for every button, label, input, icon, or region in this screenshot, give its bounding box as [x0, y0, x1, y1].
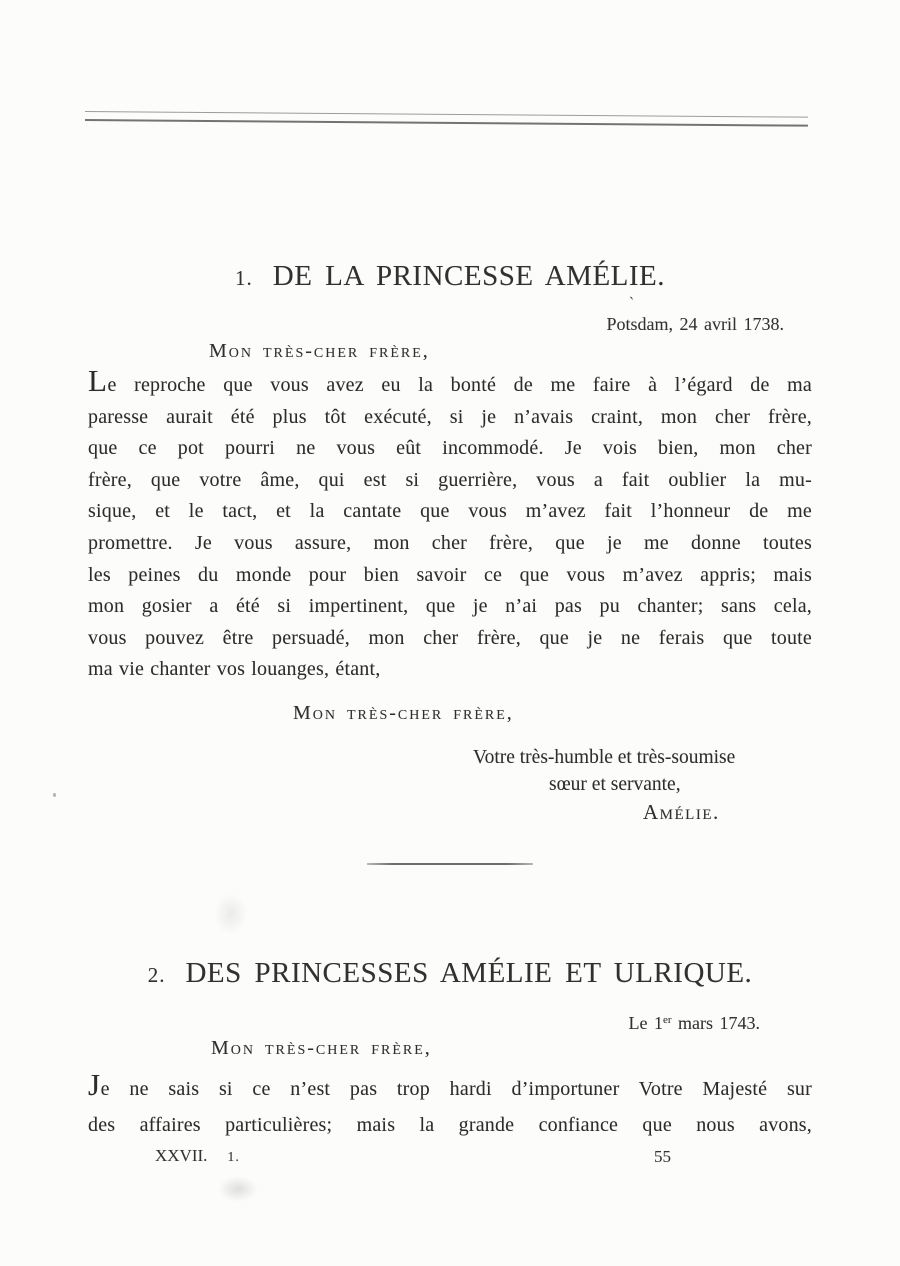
- body-line: frère, que votre âme, qui est si guerrière, vous a fait oublier la mu-: [88, 468, 812, 491]
- letter1-salutation: Mon très-cher frère,: [209, 340, 430, 362]
- dateline-suffix: mars 1743.: [671, 1013, 760, 1033]
- header-double-rule: [85, 111, 808, 127]
- signature-amelie: Amélie.: [643, 800, 720, 824]
- letter1-body: [88, 370, 812, 686]
- scan-smudge: [218, 1176, 258, 1202]
- letter2-number: 2.: [147, 963, 166, 987]
- letter2-dateline: [628, 1013, 760, 1034]
- letter1-title: DE LA PRINCESSE AMÉLIE.: [272, 260, 665, 292]
- body-line: mon gosier a été si impertinent, que je n’ai pas pu chanter; sans cela,: [88, 595, 812, 618]
- body-line: ma vie chanter vos louanges, étant,: [88, 658, 381, 681]
- body-line: [88, 1071, 812, 1107]
- page-number: 55: [654, 1147, 671, 1166]
- body-line: sique, et le tact, et la cantate que vous m’avez fait l’honneur de me: [88, 500, 812, 523]
- valediction-line-2: sœur et servante,: [549, 774, 681, 795]
- letter1-dateline: Potsdam, 24 avril 1738.: [606, 314, 784, 334]
- valediction-line-1: Votre très-humble et très-soumise: [473, 747, 736, 768]
- drop-initial-J: J: [88, 1071, 101, 1102]
- body-line-text: e reproche que vous avez eu la bonté de me faire à l’égard de ma: [107, 374, 812, 396]
- body-line: que ce pot pourri ne vous eût incommodé. Je vois bien, mon cher: [88, 437, 812, 460]
- signature-mark: [155, 1146, 240, 1166]
- body-line: [88, 370, 812, 402]
- body-line-text: e ne sais si ce n’est pas trop hardi d’importuner Votre Majesté sur: [100, 1078, 812, 1100]
- body-line: paresse aurait été plus tôt exécuté, si je n’avais craint, mon cher frère,: [88, 405, 812, 428]
- volume-signature: XXVII.: [155, 1146, 208, 1165]
- body-line: les peines du monde pour bien savoir ce que vous m’avez appris; mais: [88, 563, 812, 586]
- dateline-prefix: Le 1: [628, 1013, 663, 1033]
- letter1-closing-salutation: Mon très-cher frère,: [293, 702, 514, 724]
- body-line: promettre. Je vous assure, mon cher frère, que je me donne toutes: [88, 531, 812, 554]
- letter1-number: 1.: [235, 266, 253, 290]
- body-line: des affaires particulières; mais la grande confiance que nous avons,: [88, 1114, 812, 1136]
- scan-smudge: [214, 893, 248, 935]
- gathering-signature: 1.: [227, 1150, 240, 1165]
- dateline-ordinal-superscript: er: [662, 1014, 672, 1026]
- letter2-title: DES PRINCESSES AMÉLIE ET ULRIQUE.: [185, 957, 753, 989]
- section-divider-rule: [367, 863, 533, 865]
- letter2-heading: [0, 957, 900, 990]
- drop-initial-L: L: [88, 370, 108, 398]
- letter1-heading: [0, 260, 900, 293]
- letter2-salutation: Mon très-cher frère,: [211, 1037, 432, 1059]
- ink-speck: [53, 793, 56, 797]
- ink-stray-accent-mark: `: [626, 294, 635, 313]
- body-line: vous pouvez être persuadé, mon cher frère, que je ne ferais que toute: [88, 626, 812, 649]
- letter2-body: [88, 1071, 812, 1143]
